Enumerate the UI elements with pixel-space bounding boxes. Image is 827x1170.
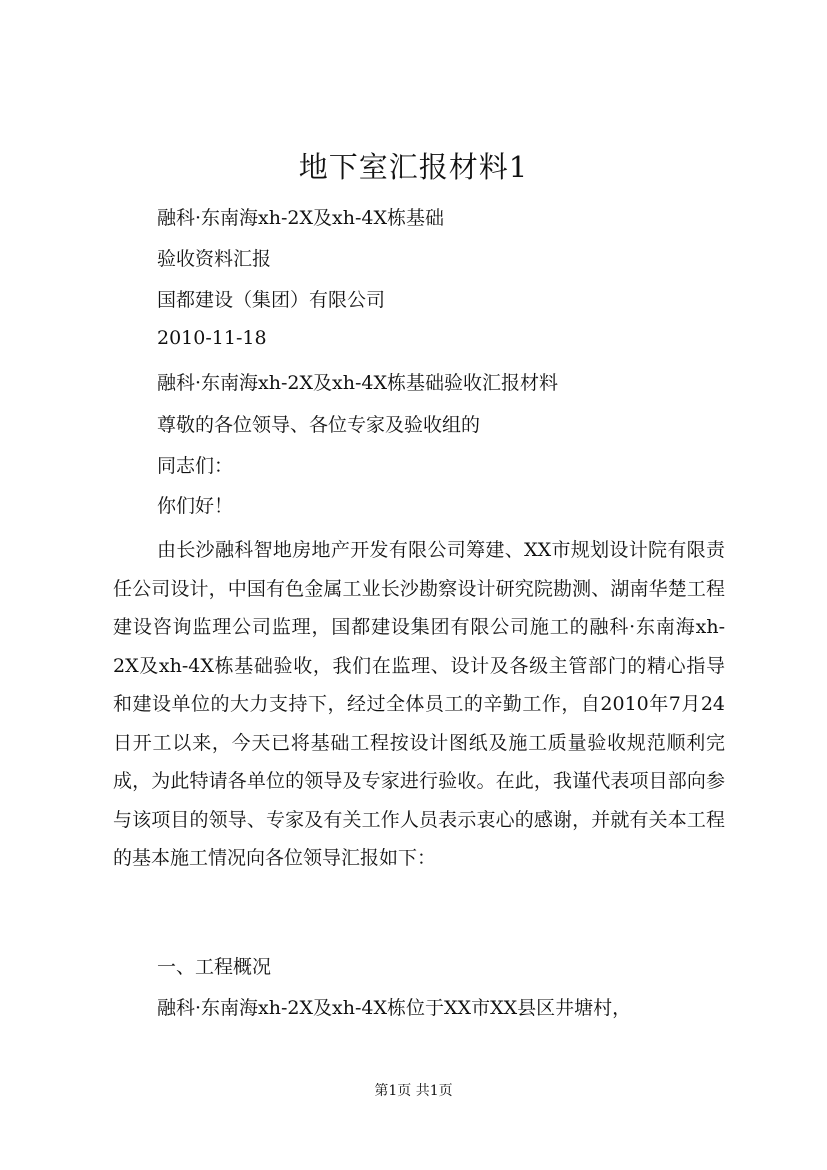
- document-title: 地下室汇报材料1: [298, 150, 529, 184]
- greeting-line: 你们好！: [157, 495, 234, 517]
- section-heading: 一、工程概况: [157, 956, 272, 978]
- report-heading: 融科·东南海xh-2X及xh-4X栋基础验收汇报材料: [157, 372, 559, 394]
- project-line: 融科·东南海xh-2X及xh-4X栋基础: [157, 207, 445, 229]
- date-line: 2010-11-18: [157, 327, 267, 349]
- subtitle-line: 验收资料汇报: [157, 248, 272, 270]
- salutation-line-1: 尊敬的各位领导、各位专家及验收组的: [157, 414, 481, 436]
- body-paragraph: 由长沙融科智地房地产开发有限公司筹建、XX市规划设计院有限责任公司设计，中国有色金属工业长沙勘察设计研究院勘测、湖南华楚工程建设咨询监理公司监理，国都建设集团有限公司施工的融科·东南海xh-2X及xh-4X栋基础验收，我们在监理、设计及各级主管部门的精心指导和建设单位的大力支持下，经过全体员工的辛勤工作，自2010年7月24日开工以来，今天已将基础工程按设计图纸及施工质量验收规范顺利完成，为此特请各单位的领导及专家进行验收。在此，我谨代表项目部向参与该项目的领导、专家及有关工作人员表示衷心的感谢，并就有关本工程的基本施工情况向各位领导汇报如下：: [113, 539, 725, 869]
- salutation-line-2: 同志们：: [157, 455, 234, 477]
- page-footer: 第1页 共1页: [374, 1083, 453, 1099]
- section-text: 融科·东南海xh-2X及xh-4X栋位于XX市XX县区井塘村，: [157, 997, 632, 1019]
- company-line: 国都建设（集团）有限公司: [157, 289, 386, 311]
